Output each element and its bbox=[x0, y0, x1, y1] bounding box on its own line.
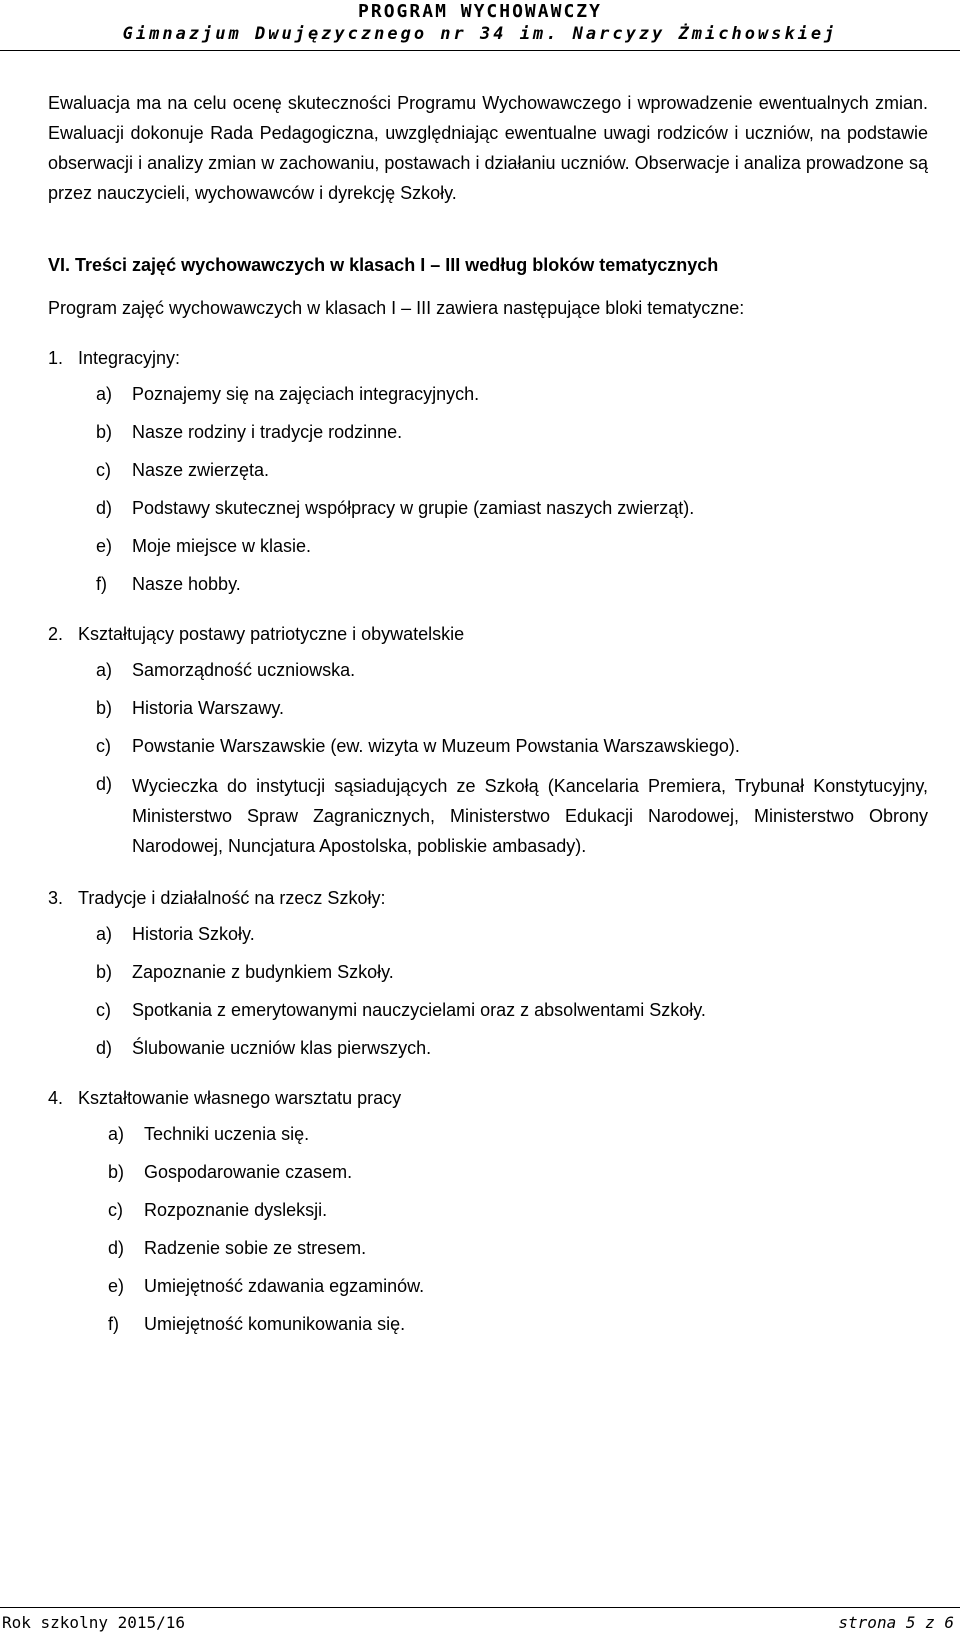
item-text: Poznajemy się na zajęciach integracyjnych. bbox=[132, 384, 480, 404]
item-letter: c) bbox=[108, 1200, 123, 1220]
item-letter: b) bbox=[96, 962, 113, 982]
item-letter: a) bbox=[108, 1124, 125, 1144]
school-year: Rok szkolny 2015/16 bbox=[2, 1613, 186, 1632]
header-title: PROGRAM WYCHOWAWCZY bbox=[358, 1, 602, 22]
block-title-text: Integracyjny: bbox=[78, 348, 181, 368]
block-number: 2. bbox=[48, 624, 64, 644]
list-item bbox=[108, 1311, 928, 1337]
item-text: Powstanie Warszawskie (ew. wizyta w Muzeum Powstania Warszawskiego). bbox=[132, 736, 740, 756]
block-title-text: Kształtowanie własnego warsztatu pracy bbox=[78, 1088, 402, 1108]
block-title bbox=[48, 1085, 928, 1111]
page-number: strona 5 z 6 bbox=[838, 1613, 954, 1632]
thematic-block bbox=[48, 885, 928, 1061]
item-text: Moje miejsce w klasie. bbox=[132, 536, 312, 556]
item-letter: d) bbox=[96, 498, 113, 518]
item-letter: c) bbox=[96, 736, 111, 756]
item-letter: a) bbox=[96, 660, 113, 680]
item-text: Wycieczka do instytucji sąsiadujących ze Szkołą (Kancelaria Premiera, Trybunał Konstytucyjny, Ministerstwo Spraw Zagranicznych, Ministerstwo Edukacji Narodowej, Ministerstwo Obrony Narodowej, Nuncjatura Apostolska, pobliskie ambasady). bbox=[132, 776, 928, 856]
block-items bbox=[108, 1121, 928, 1337]
item-text: Umiejętność zdawania egzaminów. bbox=[144, 1276, 425, 1296]
section-intro: Program zajęć wychowawczych w klasach I – III zawiera następujące bloki tematyczne: bbox=[48, 298, 745, 318]
list-item bbox=[96, 419, 928, 445]
list-item bbox=[96, 495, 928, 521]
item-text: Umiejętność komunikowania się. bbox=[144, 1314, 406, 1334]
item-text: Zapoznanie z budynkiem Szkoły. bbox=[132, 962, 394, 982]
item-letter: c) bbox=[96, 1000, 111, 1020]
item-text: Historia Szkoły. bbox=[132, 924, 255, 944]
list-item bbox=[96, 997, 928, 1023]
list-item bbox=[108, 1273, 928, 1299]
block-items bbox=[96, 657, 928, 861]
footer-rule bbox=[0, 1607, 960, 1608]
header-rule bbox=[0, 50, 960, 51]
item-letter: a) bbox=[96, 924, 113, 944]
block-title-text: Kształtujący postawy patriotyczne i obywatelskie bbox=[78, 624, 465, 644]
item-letter: e) bbox=[108, 1276, 125, 1296]
list-item bbox=[96, 533, 928, 559]
item-text: Historia Warszawy. bbox=[132, 698, 285, 718]
list-item bbox=[96, 921, 928, 947]
item-letter: a) bbox=[96, 384, 113, 404]
block-title bbox=[48, 885, 928, 911]
item-text: Spotkania z emerytowanymi nauczycielami oraz z absolwentami Szkoły. bbox=[132, 1000, 706, 1020]
item-text: Samorządność uczniowska. bbox=[132, 660, 356, 680]
list-item bbox=[96, 381, 928, 407]
item-letter: c) bbox=[96, 460, 111, 480]
list-item bbox=[96, 457, 928, 483]
page-content bbox=[48, 88, 928, 1349]
list-item bbox=[96, 771, 928, 861]
item-letter: d) bbox=[96, 1038, 113, 1058]
list-item bbox=[108, 1121, 928, 1147]
list-item bbox=[108, 1235, 928, 1261]
item-letter: b) bbox=[108, 1162, 125, 1182]
item-letter: b) bbox=[96, 422, 113, 442]
block-title bbox=[48, 621, 928, 647]
list-item bbox=[96, 657, 928, 683]
page-header bbox=[0, 0, 960, 45]
item-letter: f) bbox=[108, 1314, 119, 1334]
list-item bbox=[96, 959, 928, 985]
item-letter: d) bbox=[96, 774, 113, 794]
thematic-block bbox=[48, 621, 928, 861]
thematic-block bbox=[48, 345, 928, 597]
item-text: Nasze zwierzęta. bbox=[132, 460, 270, 480]
block-items bbox=[96, 381, 928, 597]
block-title-text: Tradycje i działalność na rzecz Szkoły: bbox=[78, 888, 386, 908]
block-items bbox=[96, 921, 928, 1061]
item-letter: f) bbox=[96, 574, 107, 594]
item-letter: b) bbox=[96, 698, 113, 718]
list-item bbox=[108, 1159, 928, 1185]
list-item bbox=[96, 571, 928, 597]
item-letter: d) bbox=[108, 1238, 125, 1258]
evaluation-paragraph: Ewaluacja ma na celu ocenę skuteczności Programu Wychowawczego i wprowadzenie ewentualnych zmian. Ewaluacji dokonuje Rada Pedagogiczna, uwzględniając ewentualne uwagi rodziców i uczniów, na podstawie obserwacji i analizy zmian w zachowaniu, postawach i działaniu uczniów. Obserwacje i analiza prowadzone są przez nauczycieli, wychowawców i dyrekcję Szkoły. bbox=[48, 93, 928, 203]
item-letter: e) bbox=[96, 536, 113, 556]
item-text: Rozpoznanie dysleksji. bbox=[144, 1200, 328, 1220]
item-text: Podstawy skutecznej współpracy w grupie (zamiast naszych zwierząt). bbox=[132, 498, 695, 518]
header-subtitle: Gimnazjum Dwujęzycznego nr 34 im. Narcyzy Żmichowskiej bbox=[122, 24, 838, 44]
list-item bbox=[96, 695, 928, 721]
item-text: Techniki uczenia się. bbox=[144, 1124, 310, 1144]
section-heading: VI. Treści zajęć wychowawczych w klasach I – III według bloków tematycznych bbox=[48, 255, 719, 275]
item-text: Nasze hobby. bbox=[132, 574, 241, 594]
list-item bbox=[96, 733, 928, 759]
thematic-block bbox=[48, 1085, 928, 1337]
block-number: 4. bbox=[48, 1088, 64, 1108]
list-item bbox=[96, 1035, 928, 1061]
list-item bbox=[108, 1197, 928, 1223]
item-text: Gospodarowanie czasem. bbox=[144, 1162, 353, 1182]
item-text: Nasze rodziny i tradycje rodzinne. bbox=[132, 422, 403, 442]
block-number: 3. bbox=[48, 888, 64, 908]
item-text: Ślubowanie uczniów klas pierwszych. bbox=[132, 1038, 432, 1058]
block-number: 1. bbox=[48, 348, 64, 368]
item-text: Radzenie sobie ze stresem. bbox=[144, 1238, 367, 1258]
block-title bbox=[48, 345, 928, 371]
